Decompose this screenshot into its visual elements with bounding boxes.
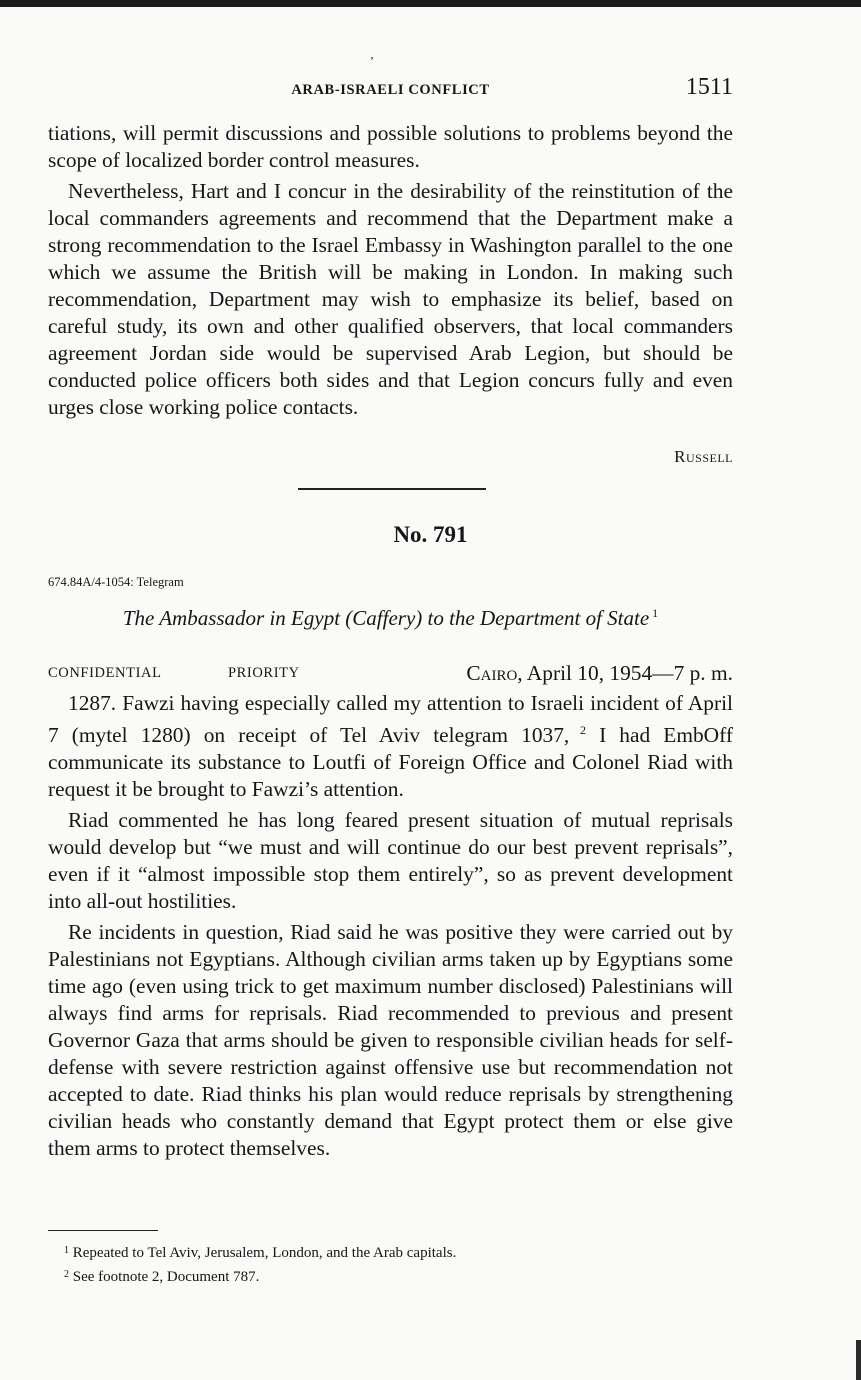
paragraph: tiations, will permit discussions and possible solutions to problems beyond the scope of localized border control measures. [48, 121, 733, 172]
footnote-rule [48, 1230, 158, 1231]
paragraph: Nevertheless, Hart and I concur in the desirability of the reinstitution of the local commanders agreements and recommend that the Department make a strong recommendation to the Israel Embassy in Washington parallel to the one which we assume the British will be making in London. In making such recommendation, Department may wish to emphasize its belief, based on careful study, its own and other qualified observers, that local commanders agreement Jordan side would be supervised Arab Legion, but should be conducted police officers both sides and that Legion concurs fully and even urges close working police contacts. [48, 179, 733, 419]
classification-label: CONFIDENTIAL [48, 665, 162, 681]
footnote-mark: 2 [580, 723, 586, 737]
footnotes [64, 1240, 456, 1288]
dateline-city: Cairo [466, 661, 518, 685]
file-reference: 674.84A/4-1054: Telegram [48, 575, 184, 589]
telegram-body [48, 690, 733, 1166]
paragraph [48, 690, 733, 803]
scan-top-border [0, 0, 861, 7]
footnote [64, 1264, 456, 1288]
footnote-text: Repeated to Tel Aviv, Jerusalem, London, and the Arab capitals. [69, 1245, 457, 1261]
signature: Russell [674, 447, 733, 466]
scan-right-edge [856, 1340, 861, 1380]
paragraph-text: I had EmbOff communicate its substance to Loutfi of Foreign Office and Colonel Riad with request it be brought to Fawzi’s attention. [48, 723, 733, 801]
section-divider [298, 488, 486, 490]
document-title [48, 606, 733, 631]
margin-tick-mark: ʼ [370, 54, 374, 68]
document-meta [48, 661, 733, 689]
document-number: No. 791 [393, 522, 468, 547]
footnote-mark: 2 [64, 1269, 69, 1280]
dateline-date: , April 10, 1954—7 p. m. [517, 661, 733, 685]
footnote-mark: 1 [652, 606, 659, 620]
dateline [466, 661, 733, 686]
page-header [48, 76, 733, 106]
previous-document-body [48, 120, 733, 425]
paragraph: Riad commented he has long feared present situation of mutual reprisals would develop but “we must and will continue do our best prevent reprisals”, even if it “almost impossible stop them entirely”, so as prevent development into all-out hostilities. [48, 808, 733, 913]
paragraph: Re incidents in question, Riad said he was positive they were carried out by Palestinians not Egyptians. Although civilian arms taken up by Egyptians some time ago (even using trick to get maximum number disclosed) Palestinians will always find arms for reprisals. Riad recommended to previous and present Governor Gaza that arms should be given to responsible civilian heads for self-defense with severe restriction against offensive use but recommendation not accepted to date. Riad thinks his plan would reduce reprisals by strengthening civilian heads who constantly demand that Egypt protect them or else give them arms to protect themselves. [48, 920, 733, 1160]
page-number: 1511 [685, 74, 733, 100]
paragraph-text: 1287. Fawzi having especially called my attention to Israeli incident of April 7 (mytel 1280) on receipt of Tel Aviv telegram 1037, [48, 691, 733, 747]
footnote [64, 1240, 456, 1264]
footnote-text: See footnote 2, Document 787. [69, 1269, 260, 1285]
priority-label: PRIORITY [228, 665, 300, 681]
document-title-text: The Ambassador in Egypt (Caffery) to the Department of State [122, 606, 650, 630]
footnote-mark: 1 [64, 1245, 69, 1256]
running-title: ARAB-ISRAELI CONFLICT [291, 82, 490, 98]
